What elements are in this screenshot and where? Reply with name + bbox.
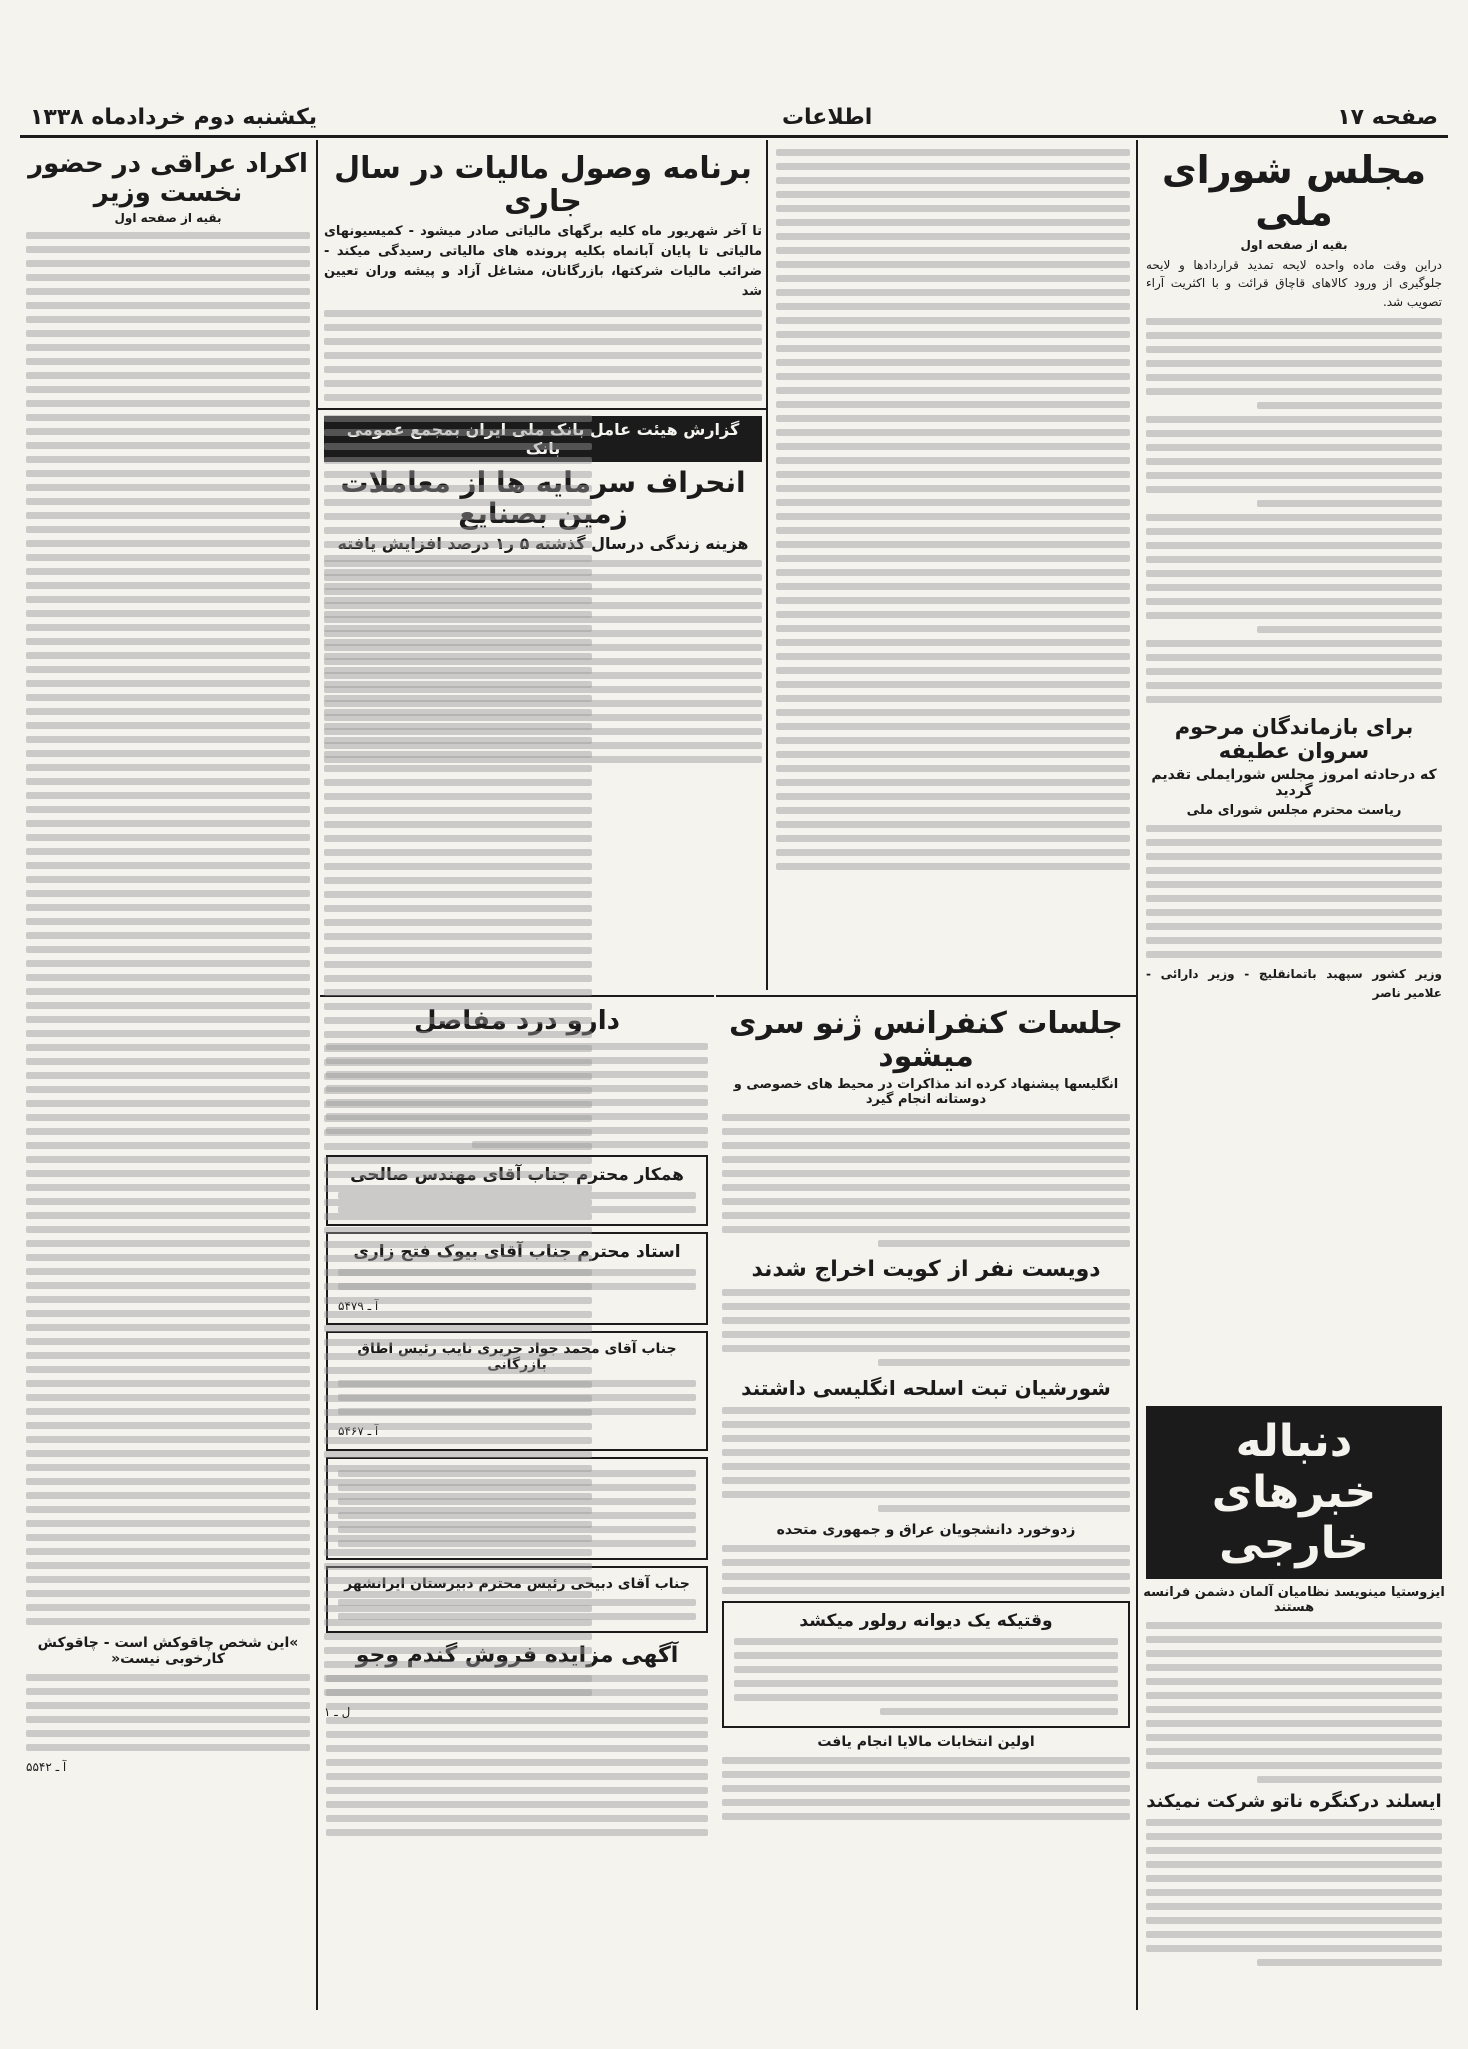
sub-headline-atifeh: برای بازماندگان مرحوم سروان عطیفه: [1174, 715, 1414, 764]
sub-geneva: انگلیسها پیشنهاد کرده اند مذاکرات در محیط های خصوصی و دوستانه انجام گیرد: [733, 1077, 1119, 1107]
sub-kuwait: دویست نفر از کویت اخراج شدند: [751, 1257, 1101, 1282]
notice-3-title: جناب آقای محمد جواد حریری نایب رئیس اطاق بازرگانی: [357, 1341, 677, 1374]
foreign-sub: ایزوستیا مینویسد نظامیان آلمان دشمن فرانسه هستند: [1143, 1585, 1445, 1615]
sub-tibet: شورشیان تبت اسلحه انگلیسی داشتند: [741, 1376, 1111, 1400]
notice-code-1: آ ـ ۵۴۷۹: [338, 1298, 379, 1313]
headline-bank: انحراف سرمایه ها از معاملات زمین بصنایع: [340, 466, 746, 530]
left-foot-headline: »این شخص چاقوکش است - چاقوکش کارخوبی نیست«: [37, 1635, 299, 1668]
headline-drug: دارو درد مفاصل: [413, 1006, 621, 1036]
bank-label: گزارش هیئت عامل بانک ملی ایران بمجمع عمومی بانک: [324, 416, 762, 462]
sub-revolver: وقتیکه یک دیوانه رولور میکشد: [799, 1611, 1053, 1631]
paper-name: اطلاعات: [781, 105, 873, 130]
tax-article: [770, 142, 1136, 992]
notice-1-title: همکار محترم جناب آقای مهندس صالحی: [350, 1164, 684, 1185]
foreign-news-banner: دنباله خبرهای خارجی: [1146, 1406, 1442, 1579]
page-number: صفحه ۱۷: [1337, 105, 1438, 130]
column-rule: [1136, 140, 1138, 2010]
sub-bank: هزینه زندگی درسال گذشته ۵ ر۱ درصد افزایش یافته: [337, 533, 749, 553]
tax-headline-block: [318, 142, 768, 402]
left-column: [20, 142, 316, 2032]
headline-geneva: جلسات کنفرانس ژنو سری میشود: [728, 1006, 1124, 1074]
sub-headline-atifeh-2: که درحادثه امروز مجلس شورایملی تقدیم گردید: [1151, 767, 1437, 800]
foreign-news-section: [1140, 1400, 1448, 2020]
sub-headline-atifeh-3: ریاست محترم مجلس شورای ملی: [1186, 803, 1402, 819]
page-header: [20, 100, 1448, 138]
center-left-column: [318, 408, 598, 2028]
geneva-section: [716, 995, 1136, 2025]
sub-iraq-students: زدوخورد دانشجویان عراق و جمهوری متحده: [776, 1522, 1076, 1538]
section-rule: [716, 995, 1136, 997]
notice-5-title: آگهی مزایده فروش گندم وجو: [355, 1642, 679, 1668]
revolver-box: [722, 1601, 1130, 1728]
tax-lead: تا آخر شهریور ماه کلیه برگهای مالیاتی صادر میشود - کمیسیونهای مالیاتی تا پایان آبانماه بکلیه پرونده های مالیاتی رسیدگی میکند - ضرائب مالیات شرکتها، بازرگانان، مشاغل آزاد و پیشه وران تعیین شد: [324, 224, 762, 300]
continued-label: بقیه از صفحه اول: [1240, 237, 1348, 252]
sub-malaya: اولین انتخابات مالایا انجام یافت: [817, 1734, 1035, 1750]
left-continued: بقیه از صفحه اول: [114, 211, 222, 226]
foreign-sub-2: ایسلند درکنگره ناتو شرکت نمیکند: [1146, 1791, 1442, 1812]
notice-2-title: استاد محترم جناب آقای بیوک فتح زاری: [353, 1241, 681, 1262]
article-lead: دراین وقت ماده واحده لایحه تمدید قراردادها و لایحه جلوگیری از ورود کالاهای قاچاق قرائت و با اکثریت آراء تصویب شد.: [1146, 257, 1442, 309]
notice-4-title: جناب آقای دبیحی رئیس محترم دبیرستان ایرانشهر: [344, 1575, 690, 1592]
headline-majlis: مجلس شورای ملی: [1161, 148, 1427, 234]
notice-code-2: آ ـ ۵۴۶۷: [338, 1424, 379, 1439]
issue-date: یکشنبه دوم خردادماه ۱۳۳۸: [30, 105, 318, 130]
headline-tax: برنامه وصول مالیات در سال جاری: [334, 151, 752, 219]
left-code-2: ل ـ ۱: [324, 1705, 351, 1719]
left-code-1: آ ـ ۵۵۴۲: [26, 1760, 67, 1775]
headline-kurds: اکراد عراقی در حضور نخست وزیر: [28, 149, 308, 208]
signers: وزیر کشور سپهبد باتمانقلیچ - وزیر دارائی - علامیر ناصر: [1146, 967, 1442, 1000]
